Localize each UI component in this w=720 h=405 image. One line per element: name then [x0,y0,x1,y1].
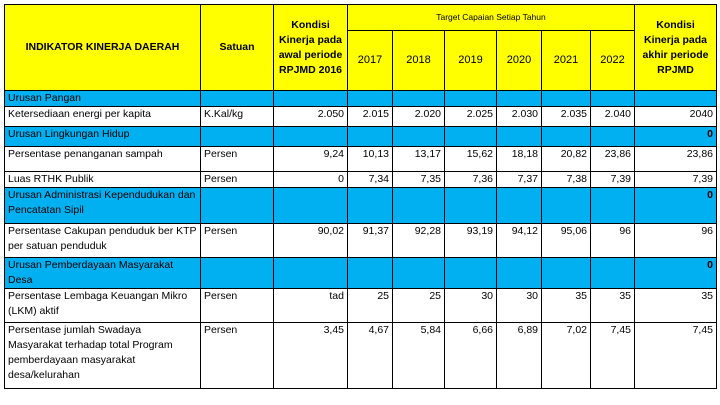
value-cell: 2.050 [274,107,348,127]
unit-cell: Persen [201,289,274,323]
header-row [5,5,717,31]
value-cell: 4,67 [348,323,393,389]
section-title: Urusan Administrasi Kependudukan dan Pencatatan Sipil [5,188,201,224]
value-cell: 3,45 [274,323,348,389]
section-title: Urusan Pangan [5,91,201,107]
table-row [5,107,717,127]
section-empty-cell [393,188,445,224]
section-empty-cell [274,127,348,147]
value-cell: 95,06 [542,224,591,258]
value-cell: 25 [348,289,393,323]
section-empty-cell [201,91,274,107]
value-cell: 2040 [635,107,717,127]
indicator-cell: Persentase Cakupan penduduk ber KTP per satuan penduduk [5,224,201,258]
final-condition-header: Kondisi Kinerja pada akhir periode RPJMD [635,5,717,91]
value-cell: 6,66 [445,323,497,389]
section-row [5,127,717,147]
initial-condition-header: Kondisi Kinerja pada awal periode RPJMD 2016 [274,5,348,91]
section-empty-cell [497,258,542,289]
section-value: 0 [635,188,717,224]
section-empty-cell [445,188,497,224]
section-empty-cell [201,188,274,224]
year-header: 2018 [393,31,445,91]
unit-cell: K.Kal/kg [201,107,274,127]
value-cell: 2.035 [542,107,591,127]
section-empty-cell [542,127,591,147]
section-empty-cell [348,91,393,107]
year-header: 2017 [348,31,393,91]
value-cell: 7,38 [542,172,591,188]
value-cell: 7,45 [591,323,635,389]
section-title: Urusan Lingkungan Hidup [5,127,201,147]
value-cell: 7,35 [393,172,445,188]
indicator-cell: Luas RTHK Publik [5,172,201,188]
section-empty-cell [348,127,393,147]
target-group-header: Target Capaian Setiap Tahun [348,5,635,31]
value-cell: 23,86 [635,147,717,172]
section-empty-cell [497,91,542,107]
year-header: 2020 [497,31,542,91]
indicator-cell: Ketersediaan energi per kapita [5,107,201,127]
indicator-cell: Persentase penanganan sampah [5,147,201,172]
section-empty-cell [542,91,591,107]
section-value: 0 [635,258,717,289]
section-empty-cell [542,188,591,224]
section-empty-cell [591,127,635,147]
value-cell: 7,39 [635,172,717,188]
section-empty-cell [348,188,393,224]
value-cell: 0 [274,172,348,188]
section-value: 0 [635,127,717,147]
value-cell: 35 [591,289,635,323]
table-row [5,147,717,172]
section-empty-cell [393,91,445,107]
value-cell: 7,36 [445,172,497,188]
section-title: Urusan Pemberdayaan Masyarakat Desa [5,258,201,289]
year-header: 2022 [591,31,635,91]
value-cell: 92,28 [393,224,445,258]
unit-cell: Persen [201,323,274,389]
value-cell: 35 [635,289,717,323]
section-empty-cell [497,188,542,224]
section-empty-cell [591,258,635,289]
section-empty-cell [497,127,542,147]
value-cell: 96 [635,224,717,258]
section-empty-cell [201,127,274,147]
section-empty-cell [274,91,348,107]
year-header: 2019 [445,31,497,91]
section-empty-cell [445,258,497,289]
value-cell: 23,86 [591,147,635,172]
unit-header: Satuan [201,5,274,91]
value-cell: 94,12 [497,224,542,258]
section-empty-cell [393,258,445,289]
section-empty-cell [591,188,635,224]
section-empty-cell [393,127,445,147]
table-row [5,323,717,389]
table-row [5,289,717,323]
value-cell: 7,37 [497,172,542,188]
value-cell: 2.040 [591,107,635,127]
value-cell: 35 [542,289,591,323]
value-cell: 6,89 [497,323,542,389]
value-cell: 18,18 [497,147,542,172]
section-row [5,188,717,224]
section-empty-cell [274,188,348,224]
section-empty-cell [591,91,635,107]
value-cell: 15,62 [445,147,497,172]
value-cell: 90,02 [274,224,348,258]
value-cell: tad [274,289,348,323]
performance-indicator-table [4,4,717,389]
value-cell: 20,82 [542,147,591,172]
section-row [5,258,717,289]
table-row [5,224,717,258]
value-cell: 7,02 [542,323,591,389]
value-cell: 30 [497,289,542,323]
section-empty-cell [445,127,497,147]
value-cell: 10,13 [348,147,393,172]
indicator-cell: Persentase jumlah Swadaya Masyarakat terhadap total Program pemberdayaan masyarakat desa/kelurahan [5,323,201,389]
value-cell: 2.015 [348,107,393,127]
value-cell: 9,24 [274,147,348,172]
value-cell: 25 [393,289,445,323]
value-cell: 93,19 [445,224,497,258]
section-empty-cell [201,258,274,289]
table-row [5,172,717,188]
value-cell: 2.020 [393,107,445,127]
section-empty-cell [274,258,348,289]
value-cell: 7,45 [635,323,717,389]
unit-cell: Persen [201,147,274,172]
indicator-header: INDIKATOR KINERJA DAERAH [5,5,201,91]
value-cell: 5,84 [393,323,445,389]
value-cell: 96 [591,224,635,258]
year-header: 2021 [542,31,591,91]
section-empty-cell [348,258,393,289]
unit-cell: Persen [201,172,274,188]
value-cell: 91,37 [348,224,393,258]
unit-cell: Persen [201,224,274,258]
value-cell: 7,34 [348,172,393,188]
value-cell: 2.030 [497,107,542,127]
section-empty-cell [445,91,497,107]
indicator-cell: Persentase Lembaga Keuangan Mikro (LKM) aktif [5,289,201,323]
section-value [635,91,717,107]
section-empty-cell [542,258,591,289]
value-cell: 7,39 [591,172,635,188]
value-cell: 13,17 [393,147,445,172]
section-row [5,91,717,107]
value-cell: 30 [445,289,497,323]
value-cell: 2.025 [445,107,497,127]
